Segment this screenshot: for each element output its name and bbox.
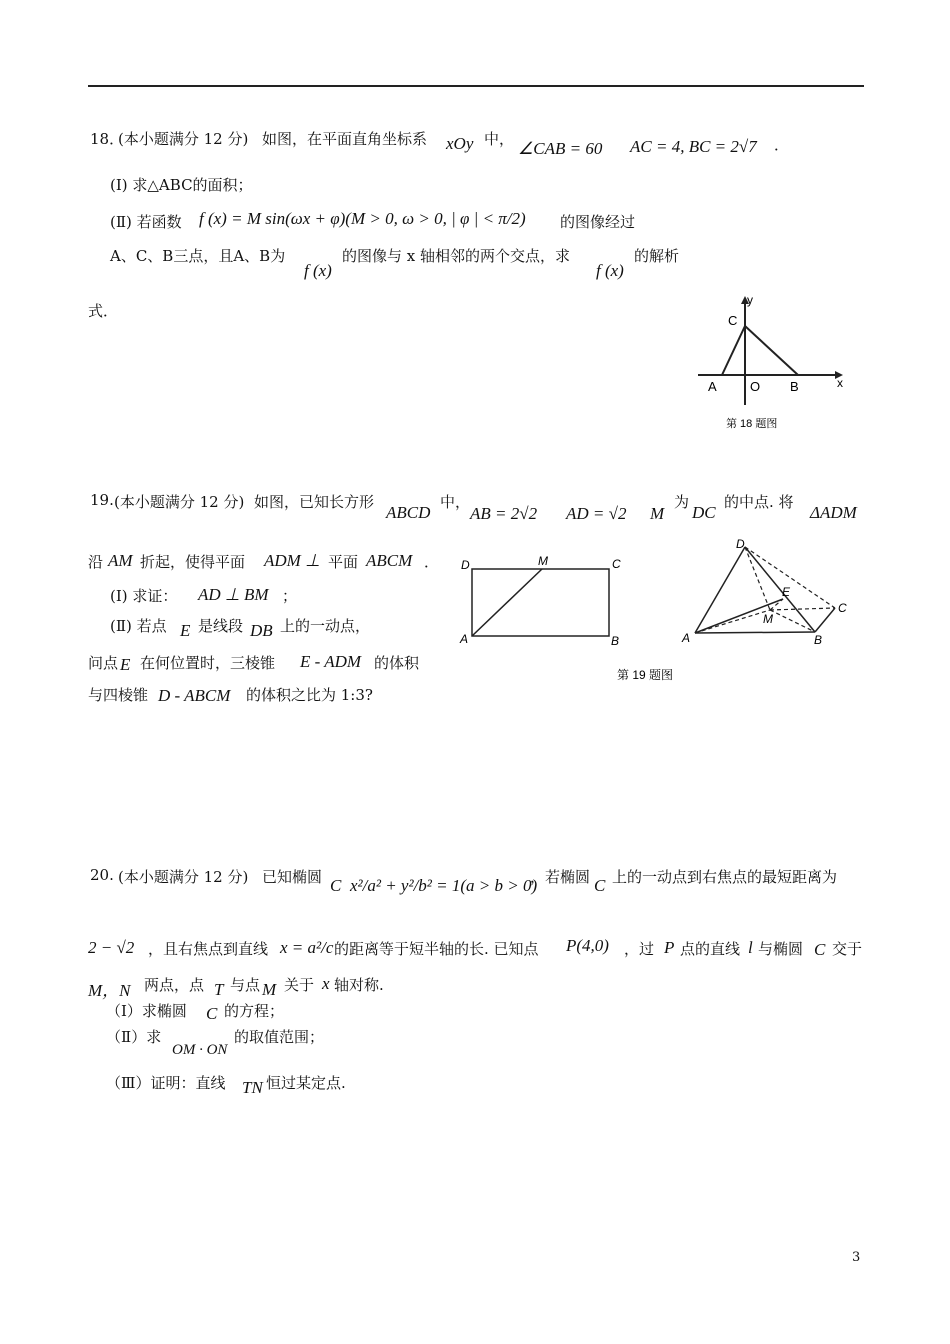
q20-l: l xyxy=(748,938,753,957)
q19-intro: 如图，已知长方形 xyxy=(254,493,375,511)
side-cb xyxy=(745,326,798,375)
edge-mb xyxy=(770,610,815,632)
q19-e2: E xyxy=(120,655,131,674)
q20-l3b: 两点，点 xyxy=(144,976,205,994)
q19-l6b: 的体积之比为 1:3? xyxy=(246,686,373,704)
edge-bc xyxy=(815,608,835,632)
q20-l2f: 交于 xyxy=(832,940,863,958)
edge-me xyxy=(770,599,783,610)
q20-part3a: （Ⅲ）证明：直线 xyxy=(106,1074,226,1092)
label-y: y xyxy=(747,293,753,307)
q20-c: C xyxy=(330,876,342,895)
q19-am: AM xyxy=(108,551,133,570)
q20-l2c: ，过 xyxy=(624,940,655,958)
q18-line4: 式． xyxy=(88,302,119,320)
q19-dabcm: D - ABCM xyxy=(158,686,231,705)
q20-l2a: ，且右焦点到直线 xyxy=(148,940,269,958)
label-a: A xyxy=(708,379,717,394)
q18-plane: xOy xyxy=(446,134,474,153)
q20-l3a: M，N xyxy=(88,981,131,1000)
page-number: 3 xyxy=(852,1250,861,1265)
q19-m: M xyxy=(650,504,665,523)
edge-dm xyxy=(745,547,770,610)
q19-part2a: (Ⅱ) 若点 xyxy=(110,617,167,635)
q18-part2-post: 的图像经过 xyxy=(560,213,636,231)
q19-perp: ADM ⊥ xyxy=(264,551,320,570)
q19-part2c: 上的一动点， xyxy=(280,617,371,635)
q18-caption: 第 18 题图 xyxy=(726,418,778,430)
edge-mc xyxy=(770,608,835,610)
q18-fx-2: f (x) xyxy=(596,261,624,280)
q19-number: 19. xyxy=(90,491,114,509)
pyr-label-a: A xyxy=(682,631,691,645)
q19-figure xyxy=(455,535,865,685)
q19-zhong: 中， xyxy=(440,493,471,511)
q19-db: DB xyxy=(250,621,273,640)
q19-ab: AB = 2√2 xyxy=(470,504,538,523)
q19-rect: ABCD xyxy=(386,503,431,522)
q19-wei: 为 xyxy=(674,493,690,511)
q20-line: x = a²/c xyxy=(280,938,334,957)
q18-figure xyxy=(690,290,850,440)
q19-caption: 第 19 题图 xyxy=(617,668,674,682)
q20-part2a: （Ⅱ）求 xyxy=(106,1028,162,1046)
q19-eadm: E - ADM xyxy=(300,652,362,671)
q19-l6a: 与四棱锥 xyxy=(88,686,149,704)
q20-t: T xyxy=(214,980,224,999)
pyr-label-e: E xyxy=(782,585,791,599)
q18-line3-a: A、C、B三点，且A、B为 xyxy=(110,247,286,265)
q20-intro: 已知椭圆 xyxy=(262,868,323,886)
q18-func-def: f (x) = M sin(ωx + φ)(M > 0, ω > 0, | φ | < π/2) xyxy=(199,209,526,228)
q20-part1a: （Ⅰ）求椭圆 xyxy=(106,1002,187,1020)
q19-l2c: 平面 xyxy=(328,553,359,571)
q19-l5a: 问点 xyxy=(88,654,119,672)
q19-l2a: 沿 xyxy=(88,553,104,571)
q18-line3-b: 的图像与 x 轴相邻的两个交点，求 xyxy=(342,247,570,265)
q20-tn: TN xyxy=(242,1078,263,1097)
q19-tri: ΔADM xyxy=(810,503,857,522)
q20-pp: P xyxy=(664,938,675,957)
q20-mm: M xyxy=(262,980,277,999)
q20-l1c: 上的一动点到右焦点的最短距离为 xyxy=(612,868,838,886)
q19-abcm: ABCM xyxy=(366,551,413,570)
q18-number: 18． xyxy=(90,130,125,148)
q20-eq: x²/a² + y²/b² = 1(a > b > 0) xyxy=(350,876,538,895)
pyr-label-d: D xyxy=(736,537,745,551)
q20-c2: C xyxy=(594,876,606,895)
q18-intro: 如图，在平面直角坐标系 xyxy=(262,130,428,148)
q19-mid: 的中点. 将 xyxy=(724,493,794,511)
q20-l3d: 关于 xyxy=(284,976,315,994)
q18-angle: ∠CAB = 60 xyxy=(518,139,603,158)
q19-l5c: 的体积 xyxy=(374,654,420,672)
edge-db xyxy=(745,547,815,632)
q20-part3b: 恒过某定点. xyxy=(266,1074,346,1092)
q20-val: 2 − √2 xyxy=(88,938,135,957)
q19-part1-end: ； xyxy=(282,587,298,605)
q20-number: 20. xyxy=(90,866,114,884)
q18-points: (本小题满分 12 分) xyxy=(118,130,249,148)
q18-part1: (Ⅰ) 求△ABC的面积； xyxy=(110,176,253,194)
q20-dot: OM · ON xyxy=(172,1042,228,1058)
q20-l3e: 轴对称. xyxy=(334,976,384,994)
label-x: x xyxy=(837,376,843,390)
pyramid-figure xyxy=(681,537,847,647)
label-o: O xyxy=(750,379,761,394)
label-b: B xyxy=(790,379,799,394)
q20-l2d: 点的直线 xyxy=(680,940,741,958)
q20-c4: C xyxy=(206,1004,218,1023)
q18-line3-c: 的解析 xyxy=(634,247,680,265)
q19-part2b: 是线段 xyxy=(198,617,244,635)
q19-dc: DC xyxy=(692,503,716,522)
rect-label-d: D xyxy=(461,558,470,572)
q20-l3c: 与点 xyxy=(230,976,261,994)
q18-period: ． xyxy=(774,136,790,154)
q20-l2e: 与椭圆 xyxy=(758,940,804,958)
q20-points: (本小题满分 12 分) xyxy=(118,868,249,886)
rect-label-m: M xyxy=(538,554,548,568)
segment-am xyxy=(472,569,542,636)
rect-label-a: A xyxy=(460,632,469,646)
q19-points: (本小题满分 12 分) xyxy=(114,493,245,511)
q19-e: E xyxy=(180,621,191,640)
rect-label-b: B xyxy=(611,634,620,648)
q19-ad: AD = √2 xyxy=(566,504,627,523)
q20-c3: C xyxy=(814,940,826,959)
q20-part2b: 的取值范围； xyxy=(234,1028,325,1046)
edge-ab xyxy=(695,632,815,633)
q18-part2-pre: (Ⅱ) 若函数 xyxy=(110,213,182,231)
pyr-label-b: B xyxy=(814,633,823,647)
q19-part1: (Ⅰ) 求证： xyxy=(110,587,178,605)
q19-l2b: 折起，使得平面 xyxy=(140,553,246,571)
pyr-label-m: M xyxy=(763,612,773,626)
q18-sides: AC = 4, BC = 2√7 xyxy=(630,137,757,156)
q18-fx-1: f (x) xyxy=(304,261,332,280)
pyr-label-c: C xyxy=(838,601,847,615)
q20-part1b: 的方程； xyxy=(224,1002,285,1020)
rect-abcd xyxy=(472,569,609,636)
side-ac xyxy=(722,326,745,375)
q19-l5b: 在何位置时，三棱锥 xyxy=(140,654,276,672)
q19-l2d: ． xyxy=(424,553,440,571)
q20-l2b: 的距离等于短半轴的长. 已知点 xyxy=(334,940,539,958)
q20-l1b: ，若椭圆 xyxy=(530,868,591,886)
q20-x: x xyxy=(322,974,330,993)
header-rule xyxy=(88,85,864,87)
q19-part1-math: AD ⊥ BM xyxy=(198,585,269,604)
q20-p: P(4,0) xyxy=(566,936,609,955)
q18-zhong: 中， xyxy=(484,130,515,148)
rect-label-c: C xyxy=(612,557,621,571)
label-c: C xyxy=(728,313,738,328)
